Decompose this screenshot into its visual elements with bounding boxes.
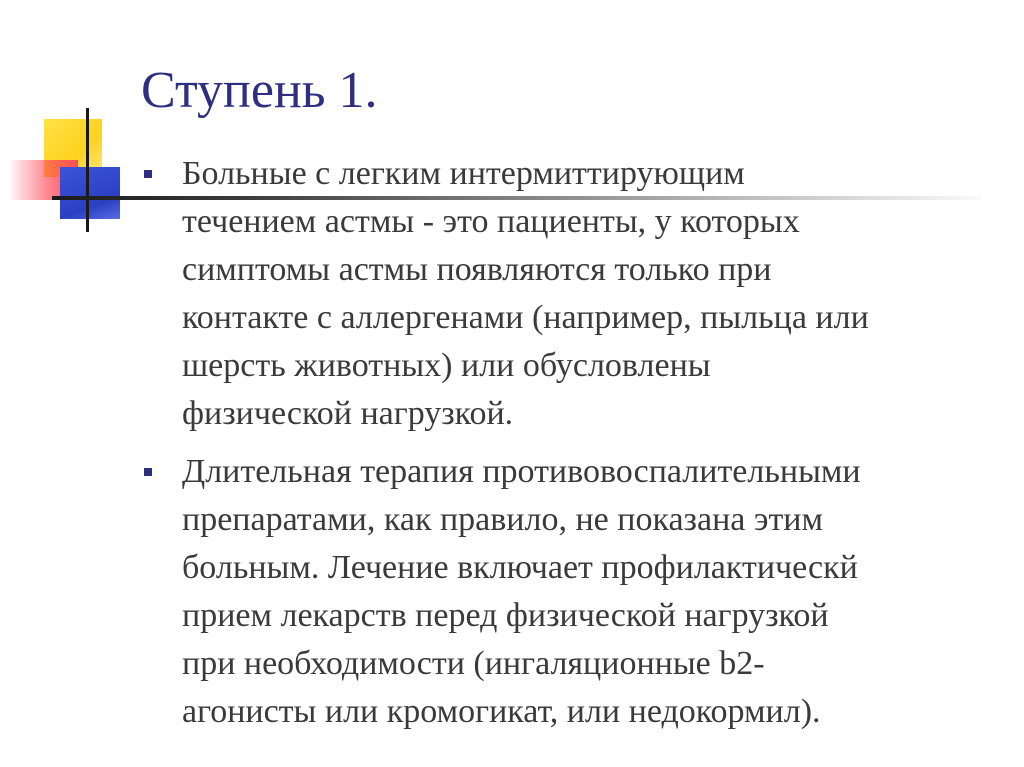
bullet-item xyxy=(138,448,998,736)
bullet-text: Длительная терапия противовоспалительными препаратами, как правило, не показана этим больным. Лечение включает профилактическй прием лекарств перед физической нагрузкой при необходимости (ингаляционные b2- агонисты или кромогикат, или недокормил). xyxy=(182,453,861,730)
square-bullet-icon xyxy=(144,170,152,178)
bullet-text: Больные с легким интермиттирующим течением астмы - это пациенты, у которых симптомы астмы появляются только при контакте с аллергенами (например, пыльца или шерсть животных) или обусловлены физической нагрузкой. xyxy=(182,155,869,432)
logo-blue-square xyxy=(60,167,120,219)
slide-title: Ступень 1. xyxy=(141,62,378,119)
logo-vertical-line xyxy=(86,108,89,232)
square-bullet-icon xyxy=(144,468,152,476)
bullet-item xyxy=(138,150,998,438)
bullet-list xyxy=(138,150,998,736)
